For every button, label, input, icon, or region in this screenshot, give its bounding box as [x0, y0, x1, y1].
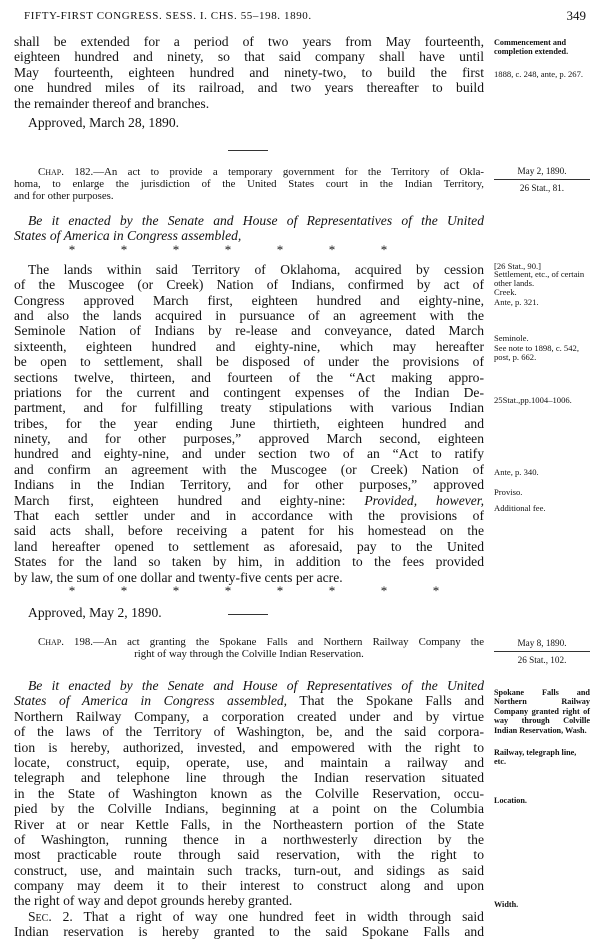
text-line: eighteen hundred and ninety, so that said company shall have until	[14, 49, 484, 65]
text-line: priations for the current and contingent expenses of the Indian De-	[14, 384, 484, 400]
text-line: March first, eighteen hundred and eighty-nine: Provided, however,	[14, 492, 484, 508]
caption-line: —An act to provide a temporary government for the Territory of Okla-	[93, 166, 484, 178]
text-line: shall be extended for a period of two years from May fourteenth,	[14, 34, 484, 49]
section-label: Sec. 2.	[28, 908, 73, 924]
date-rule	[494, 651, 590, 652]
text-line: company may deem it to their interest to construct along and upon	[14, 878, 484, 894]
chapter-label: Chap. 182.	[38, 166, 94, 178]
text-line: telegraph and telephone line through the Indian reservation situated	[14, 770, 484, 786]
caption-line: —An act granting the Spokane Falls and Northern Railway Company the	[92, 636, 484, 648]
text-line: locate, construct, equip, operate, use, and maintain a railway and	[14, 754, 484, 770]
text-line: Sec. 2. That a right of way one hundred feet in width through said	[28, 908, 484, 924]
running-header	[14, 8, 586, 26]
margin-note: Proviso.	[494, 487, 523, 497]
header-title: FIFTY-FIRST CONGRESS. SESS. I. CHS. 55–198. 1890.	[24, 10, 312, 22]
chap198-date-box	[494, 638, 590, 665]
text-line: by law, the sum of one dollar and twenty-five cents per acre.	[14, 569, 343, 585]
chapter-label: Chap. 198.	[38, 636, 93, 648]
enacting-clause: Be it enacted by the Senate and House of Representatives of the United	[28, 213, 484, 228]
caption-line: right of way through the Colville Indian Reservation.	[134, 648, 364, 660]
chap198-caption	[14, 636, 484, 660]
text-line: the remainder thereof and branches.	[14, 95, 210, 111]
ellipsis-stars: * * * * * * * *	[68, 584, 440, 597]
text-line: pied by the Colville Indians, beginning at a point on the Columbia	[14, 801, 484, 817]
act-date: May 2, 1890.	[517, 166, 567, 176]
chap182-caption	[14, 166, 484, 202]
page-number: 349	[566, 8, 586, 23]
margin-note: Settlement, etc., of certain other lands.	[494, 269, 585, 289]
enacting-clause: States of America in Congress assembled,	[14, 228, 242, 244]
text-line: said acts shall, before receiving a patent for his homestead on the	[14, 523, 484, 539]
approved-line: Approved, May 2, 1890.	[28, 604, 162, 620]
text-line: of the Muscogee (or Creek) Nation of Indians, confirmed by act of	[14, 277, 484, 293]
text-line: hundred and eighty-nine, and under section two of an “Act to ratify	[14, 446, 484, 462]
text-line: Indian reservation is hereby granted to the said Spokane Falls and	[14, 924, 484, 940]
text-line: States for the land so taken by him, in addition to the fees provided	[14, 554, 484, 570]
text-line: and also the lands acquired in pursuance of an agreement with the	[14, 307, 484, 323]
chap182-date-box	[494, 166, 590, 193]
text-line: The lands within said Territory of Oklahoma, acquired by cession	[28, 261, 484, 277]
text-line: partment, and for fulfilling treaty stipulations with various Indian	[14, 400, 484, 416]
text-line: of Washington, running thence in a northwesterly direction by the	[14, 831, 484, 847]
text-line: the right of way and depot grounds hereby granted.	[14, 893, 293, 909]
caption-line: and for other purposes.	[14, 190, 114, 202]
section-divider	[228, 150, 268, 151]
caption-line: homa, to enlarge the jurisdiction of the United States court in the Indian Territory,	[14, 178, 484, 190]
approved-line: Approved, March 28, 1890.	[28, 114, 180, 130]
text-line: River at or near Kettle Falls, in the Northeastern portion of the State	[14, 816, 484, 832]
margin-note: 25Stat.,pp.1004–1006.	[494, 395, 572, 405]
text-line: land hereafter opened to settlement as aforesaid, pay to the United	[14, 538, 484, 554]
text-line: tion is hereby, authorized, invested, and empowered with the right to	[14, 739, 484, 755]
enacting-clause: States of America in Congress assembled, That the Spokane Falls and	[14, 693, 484, 709]
text-line: ninety, and for other purposes,” approved March second, eighteen	[14, 431, 484, 447]
text-line: and confirm an agreement with the Muscogee (or Creek) Nation of	[14, 461, 484, 477]
ellipsis-stars: * * * * * * *	[68, 243, 388, 256]
text-line: Seminole Nation of Indians by re-lease and conveyance, dated March	[14, 323, 484, 339]
text-line: Indians in the Indian Territory, and for other purposes,” approved	[14, 477, 484, 493]
text-line: in the State of Washington known as the Colville Reservation, occu-	[14, 785, 484, 801]
chap198-body	[14, 678, 484, 940]
text-line: of the laws of the Territory of Washington, be, and the said corpora-	[14, 724, 484, 740]
margin-note: [26 Stat., 90.]	[494, 261, 542, 271]
margin-note: Additional fee.	[494, 503, 546, 513]
margin-note: 1888, c. 248, ante, p. 267.	[494, 69, 584, 79]
text-line: sixteenth, eighteen hundred and eighty-nine, which may hereafter	[14, 338, 484, 354]
proviso-word: Provided, however,	[364, 492, 484, 508]
chap182-body	[14, 213, 484, 620]
margin-note: Railway, telegraph line, etc.	[494, 748, 577, 767]
margin-note: Spokane Falls and Northern Railway Company granted right of way through Colville Indian Reservation, Wash.	[494, 688, 590, 735]
text-line: May fourteenth, eighteen hundred and ninety-two, to build the first	[14, 64, 484, 80]
statute-ref: 26 Stat., 81.	[519, 183, 565, 193]
margin-note: Ante, p. 321.	[494, 297, 539, 307]
text-line: That each settler under and in accordance with the provisions of	[14, 508, 484, 524]
section-divider	[228, 614, 268, 615]
margin-note: See note to 1898, c. 542, post, p. 662.	[494, 343, 579, 363]
margin-note: Creek.	[494, 287, 517, 297]
text-line: most practicable route through said reservation, with the right to	[14, 847, 484, 863]
text-line: Northern Railway Company, a corporation created under and by virtue	[14, 708, 484, 724]
date-rule	[494, 179, 590, 180]
margin-note: Commencement and completion extended.	[494, 38, 569, 57]
statute-ref: 26 Stat., 102.	[517, 655, 567, 665]
margin-note: Location.	[494, 796, 527, 805]
text-line: construct, use, and maintain such tracks, turn-out, and sidings as said	[14, 862, 484, 878]
act-date: May 8, 1890.	[517, 638, 567, 648]
text-line: tribes, for the year ending June thirtieth, eighteen hundred and	[14, 415, 484, 431]
margin-note: Seminole.	[494, 333, 529, 343]
top-section	[14, 34, 484, 130]
text-line: one hundred miles of its railroad, and two years thereafter to build	[14, 80, 484, 96]
text-line: sections twelve, thirteen, and fourteen of the “Act making appro-	[14, 369, 484, 385]
margin-note: Width.	[494, 900, 519, 909]
text-line: Congress approved March first, eighteen hundred and eighty-nine,	[14, 292, 484, 308]
margin-note: Ante, p. 340.	[494, 467, 539, 477]
text-line: be open to settlement, shall be disposed of under the provisions of	[14, 354, 484, 370]
enacting-clause: Be it enacted by the Senate and House of Representatives of the United	[28, 678, 484, 693]
